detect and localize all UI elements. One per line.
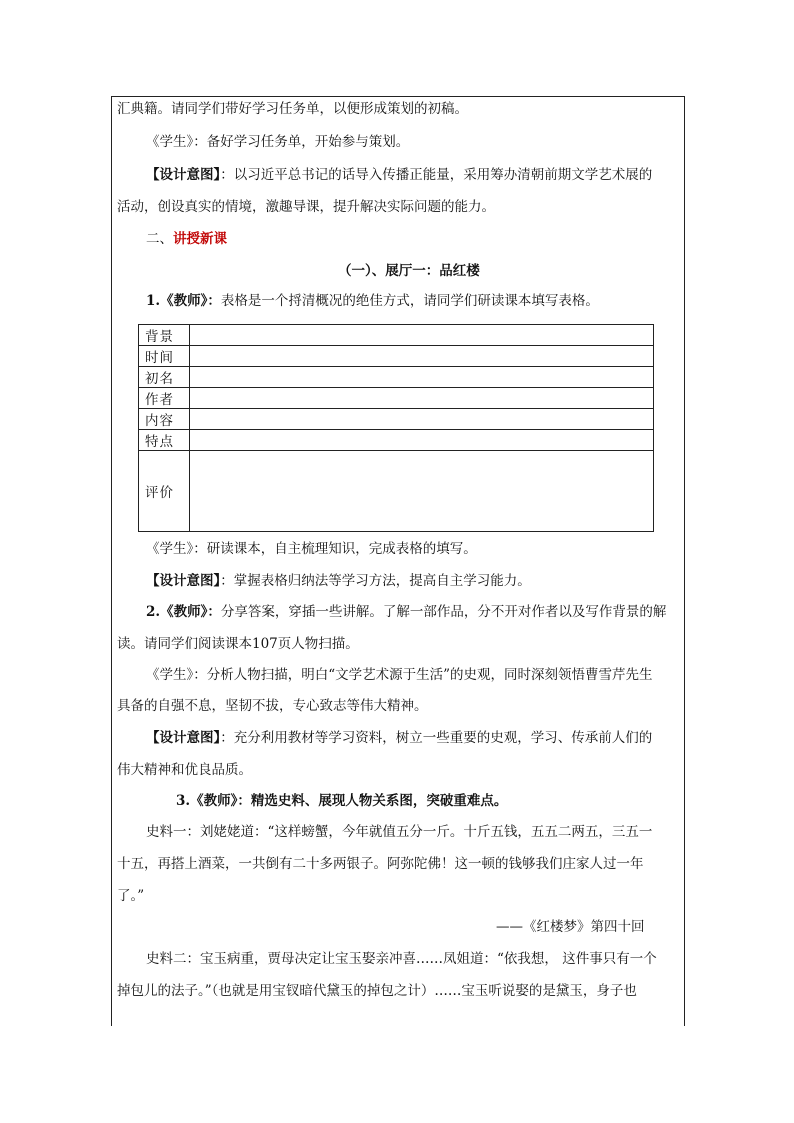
source-line: 史料二：宝玉病重，贾母决定让宝玉娶亲冲喜……凤姐道：“依我想， 这件事只有一个 [146,951,657,967]
student-line: 《学生》：分析人物扫描，明白“文学艺术源于生活”的史观，同时深刻领悟曹雪芹先生 [146,667,653,683]
row-label: 初名 [139,367,190,388]
student-line: 《学生》：备好学习任务单，开始参与策划。 [146,134,410,150]
source-line: 掉包儿的法子。”（也就是用宝钗暗代黛玉的掉包之计）……宝玉听说娶的是黛玉，身子也 [117,983,637,999]
source-line: 十五，再搭上酒菜，一共倒有二十多两银子。阿弥陀佛！这一顿的钱够我们庄家人过一年 [117,856,644,872]
design-intent-text: ：充分利用教材等学习资料，树立一些重要的史观，学习、传承前人们的 [220,730,653,746]
design-intent-line [146,166,652,184]
teacher-label: 2.《教师》： [146,604,221,620]
teacher-text: 表格是一个捋清概况的绝佳方式，请同学们研读课本填写表格。 [220,293,599,309]
source-line: 史料一：刘姥姥道：“这样螃蟹，今年就值五分一斤。十斤五钱，五五二两五，三五一 [146,824,653,840]
design-intent-line [146,572,531,590]
text-line: 具备的自强不息，坚韧不拔，专心致志等伟大精神。 [117,698,428,714]
design-intent-text: ：以习近平总书记的话导入传播正能量，采用筹办清朝前期文学艺术展的 [220,167,653,183]
row-label: 背景 [139,325,190,346]
text-line: 汇典籍。请同学们带好学习任务单，以便形成策划的初稿。 [117,101,468,117]
teacher-line [146,603,666,621]
text-line: 活动，创设真实的情境，激趣导课，提升解决实际问题的能力。 [117,199,495,215]
teacher-heading: 3.《教师》：精选史料、展现人物关系图，突破重难点。 [176,793,508,809]
row-label: 特点 [139,430,190,451]
section-title: 讲授新课 [173,231,227,247]
answer-cell[interactable] [190,388,654,409]
text-line: 读。请同学们阅读课本107页人物扫描。 [117,636,359,652]
teacher-text: 分享答案，穿插一些讲解。了解一部作品，分不开对作者以及写作背景的解 [220,604,667,620]
answer-cell[interactable] [190,409,654,430]
row-label: 作者 [139,388,190,409]
answer-cell[interactable] [190,325,654,346]
subsection-title: （一）、展厅一：品红楼 [338,263,480,279]
student-line: 《学生》：研读课本，自主梳理知识，完成表格的填写。 [146,541,477,557]
fill-in-table [138,324,654,532]
row-label: 内容 [139,409,190,430]
teacher-line [146,292,599,310]
text-line: 伟大精神和优良品质。 [117,762,252,778]
section-heading [146,230,227,248]
design-intent-label: 【设计意图】 [146,167,221,183]
answer-cell[interactable] [190,367,654,388]
section-number: 二、 [146,231,173,247]
design-intent-line [146,729,652,747]
answer-cell[interactable] [190,451,654,532]
teacher-label: 1.《教师》： [146,293,221,309]
row-label: 评价 [139,451,190,532]
design-intent-label: 【设计意图】 [146,730,221,746]
design-intent-text: ：掌握表格归纳法等学习方法，提高自主学习能力。 [220,573,531,589]
citation: ——《红楼梦》第四十回 [496,919,645,935]
answer-cell[interactable] [190,346,654,367]
answer-cell[interactable] [190,430,654,451]
row-label: 时间 [139,346,190,367]
source-line: 了。” [117,888,145,904]
design-intent-label: 【设计意图】 [146,573,221,589]
